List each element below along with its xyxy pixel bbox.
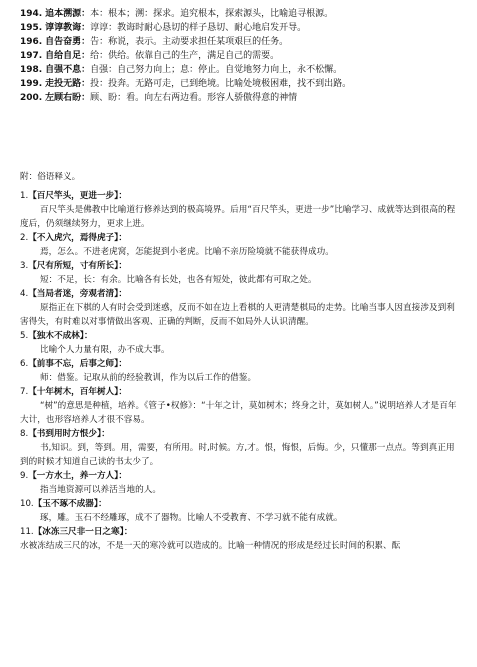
proverb-entry <box>20 427 460 469</box>
proverb-entry <box>20 287 460 329</box>
proverb-explanation: 原指正在下棋的人有时会受到迷惑，反而不如在边上看棋的人更清楚棋局的走势。比喻当事人因直接涉及到利害得失，有时难以对事情做出客观、正确的判断，反而不如局外人认识清醒。 <box>20 303 455 327</box>
entry-number: 2. <box>20 233 29 243</box>
proverb-entry <box>20 189 460 231</box>
item-number: 198. <box>20 65 43 75</box>
idiom-term: 自给自足： <box>45 51 91 61</box>
idiom-definition: 投：投奔。无路可走，已到绝境。比喻处境极困难，找不到出路。 <box>90 79 352 89</box>
proverb-heading <box>20 469 460 483</box>
proverb-term: 【尺有所短，寸有所长】： <box>28 261 128 271</box>
entry-number: 6. <box>20 359 29 369</box>
idiom-definition: 告：称说，表示。主动要求担任某项艰巨的任务。 <box>90 37 289 47</box>
list-item <box>20 21 460 35</box>
entry-number: 5. <box>20 331 29 341</box>
proverb-term: 【独木不成林】： <box>28 331 93 341</box>
entry-number: 4. <box>20 289 29 299</box>
proverb-heading <box>20 357 460 371</box>
proverb-heading <box>20 385 460 399</box>
idiom-definition: 给：供给。依靠自己的生产，满足自己的需要。 <box>90 51 280 61</box>
proverb-entry <box>20 385 460 427</box>
proverb-term: 【玉不琢不成器】： <box>33 499 107 509</box>
proverb-explanation: 书,知识。到，等到。用，需要，有所用。时,时候。方,才。恨，悔恨，后悔。少，只懂那一点点。等到真正用到的时候才知道自己读的书太少了。 <box>20 443 455 467</box>
idiom-definition: 顾、盼：看。向左右两边看。形容人骄傲得意的神情 <box>90 93 298 103</box>
item-number: 197. <box>20 51 43 61</box>
proverb-term: 【不入虎穴，焉得虎子】： <box>28 233 128 243</box>
proverb-term: 【冰冻三尺非一日之寒】： <box>33 527 133 537</box>
proverb-term: 【当局者迷，旁观者清】： <box>28 289 128 299</box>
list-item <box>20 77 460 91</box>
list-item <box>20 49 460 63</box>
idiom-term: 自强不息： <box>45 65 91 75</box>
idiom-term: 自告奋勇： <box>45 37 91 47</box>
idiom-term: 走投无路： <box>45 79 91 89</box>
proverb-explanation: 短：不足，长：有余。比喻各有长处，也各有短处，彼此都有可取之处。 <box>40 275 317 285</box>
proverb-term: 【一方水土，养一方人】： <box>28 471 128 481</box>
entry-number: 1. <box>20 191 29 201</box>
idiom-definition: 本：根本；溯：探求。追究根本，探索源头，比喻追寻根源。 <box>90 9 334 19</box>
appendix-section <box>20 170 460 553</box>
proverb-heading <box>20 231 460 245</box>
list-item <box>20 63 460 77</box>
list-item <box>20 35 460 49</box>
entry-number: 8. <box>20 429 29 439</box>
idiom-definition: 谆谆：教诲时耐心恳切的样子恳切、耐心地启发开导。 <box>90 23 307 33</box>
proverb-heading <box>20 525 460 539</box>
list-item <box>20 7 460 21</box>
proverb-term: 【书到用时方恨少】： <box>28 429 110 439</box>
proverb-explanation: 指当地资源可以养活当地的人。 <box>40 485 162 495</box>
proverb-explanation: 水被冻结成三尺的冰，不是一天的寒冷就可以造成的。比喻一种情况的形成是经过长时间的积累、酝 <box>20 541 401 551</box>
entry-number: 10. <box>20 499 34 509</box>
item-number: 200. <box>20 93 43 103</box>
proverb-heading <box>20 497 460 511</box>
proverb-heading <box>20 259 460 273</box>
proverb-entry <box>20 497 460 525</box>
proverb-heading <box>20 287 460 301</box>
entry-number: 3. <box>20 261 29 271</box>
list-item <box>20 91 460 105</box>
proverb-entry <box>20 329 460 357</box>
proverb-explanation: 琢，雕。玉石不经雕琢，成不了器物。比喻人不受教育、不学习就不能有成就。 <box>40 513 343 523</box>
proverb-entry <box>20 231 460 259</box>
entry-number: 7. <box>20 387 29 397</box>
item-number: 196. <box>20 37 43 47</box>
proverb-term: 【十年树木，百年树人】： <box>28 387 128 397</box>
idiom-term: 追本溯源： <box>45 9 91 19</box>
proverb-explanation: 百尺竿头是佛教中比喻道行修养达到的极高境界。后用“百尺竿头，更进一步”比喻学习、成就等达到很高的程度后，仍须继续努力，更求上进。 <box>20 205 456 229</box>
proverb-term: 【百尺竿头，更进一步】： <box>28 191 128 201</box>
proverb-explanation: 比喻个人力量有限，办不成大事。 <box>40 345 170 355</box>
proverb-term: 【前事不忘，后事之师】： <box>28 359 128 369</box>
proverb-explanation: 师：借鉴。记取从前的经验教训，作为以后工作的借鉴。 <box>40 373 257 383</box>
idiom-definition: 自强：自己努力向上；息：停止。自觉地努力向上，永不松懈。 <box>90 65 343 75</box>
entry-number: 11. <box>20 527 34 537</box>
proverb-heading <box>20 427 460 441</box>
appendix-title: 附：俗语释义。 <box>20 172 81 182</box>
proverb-entry <box>20 525 460 553</box>
item-number: 195. <box>20 23 43 33</box>
proverb-explanation: “树”的意思是种植，培养。《管子•权修》：“十年之计，莫如树木；终身之计，莫如树人。”说明培养人才是百年大计，也形容培养人才很不容易。 <box>20 401 457 425</box>
proverb-explanation: 焉，怎么。不进老虎窝，怎能捉到小老虎。比喻不亲历险境就不能获得成功。 <box>40 247 334 257</box>
proverb-heading <box>20 189 460 203</box>
proverb-entry <box>20 357 460 385</box>
proverb-entry <box>20 259 460 287</box>
entry-number: 9. <box>20 471 29 481</box>
proverb-entry <box>20 469 460 497</box>
item-number: 194. <box>20 9 43 19</box>
idiom-list <box>20 7 460 105</box>
item-number: 199. <box>20 79 43 89</box>
idiom-term: 谆谆教诲： <box>45 23 91 33</box>
proverb-heading <box>20 329 460 343</box>
idiom-term: 左顾右盼： <box>45 93 91 103</box>
